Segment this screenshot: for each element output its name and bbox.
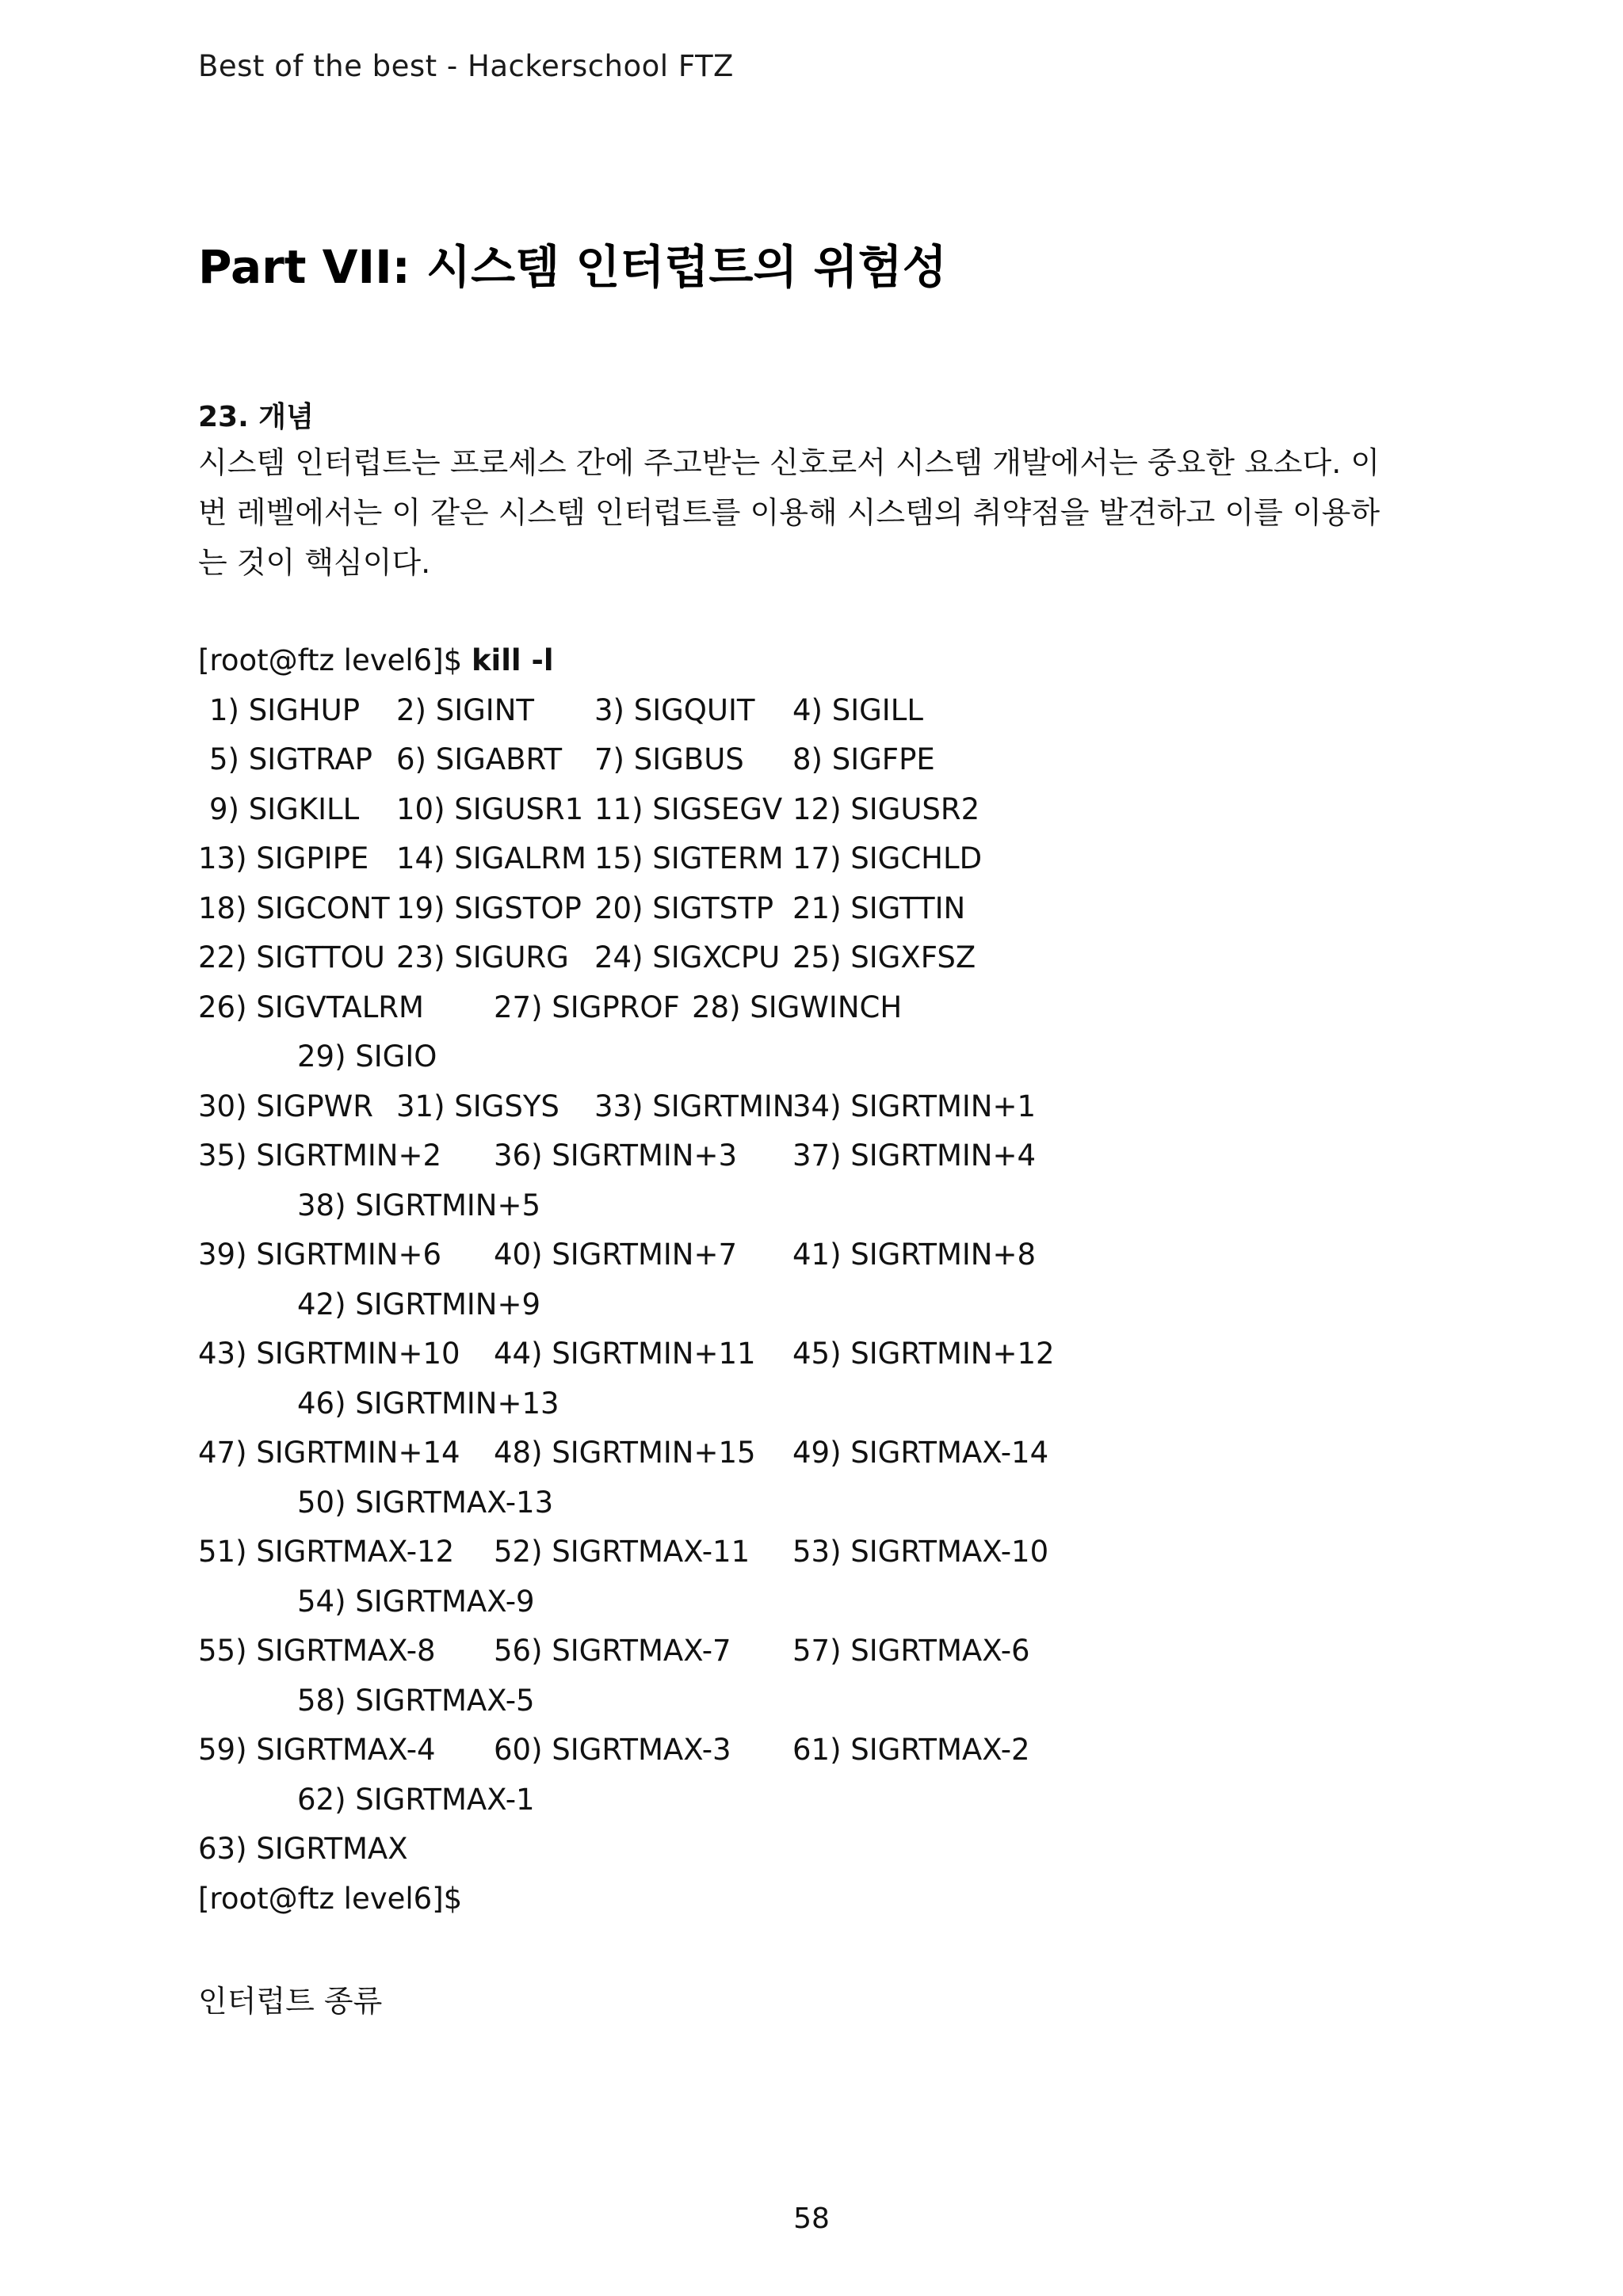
signal-row [198,1032,1466,1082]
signal-row [198,1082,1466,1132]
page-number: 58 [793,2203,830,2235]
signal-entry: 43) SIGRTMIN+10 [198,1337,460,1371]
signal-entry: 12) SIGUSR2 [792,791,980,826]
signal-entry: 35) SIGRTMIN+2 [198,1138,442,1173]
signal-entry: 4) SIGILL [792,692,923,727]
signal-entry: 13) SIGPIPE [198,841,369,875]
intro-line: 는 것이 핵심이다. [198,545,431,580]
interrupt-types-heading: 인터럽트 종류 [198,1984,383,2019]
signal-entry: 22) SIGTTOU [198,940,385,974]
signal-row [198,884,1466,934]
signal-entry: 18) SIGCONT [198,891,390,925]
signal-entry: 33) SIGRTMIN [594,1089,795,1123]
signal-entry: 27) SIGPROF [494,990,680,1024]
signal-entry: 49) SIGRTMAX-14 [792,1436,1049,1470]
signal-row [198,1577,1466,1627]
signal-entry: 10) SIGUSR1 [396,791,584,826]
signal-entry: 21) SIGTTIN [792,891,966,925]
signal-entry: 9) SIGKILL [209,791,360,826]
signal-entry: 48) SIGRTMIN+15 [494,1436,756,1470]
prompt-text: [root@ftz level6]$ [198,643,472,677]
signal-entry: 36) SIGRTMIN+3 [494,1138,738,1173]
signal-row [198,1825,1466,1875]
signal-entry: 63) SIGRTMAX [198,1832,408,1866]
end-prompt: [root@ftz level6]$ [198,1881,463,1916]
signal-entry: 50) SIGRTMAX-13 [297,1485,554,1520]
signal-entry: 56) SIGRTMAX-7 [494,1634,731,1668]
signal-row [198,1181,1466,1231]
section-heading: 23. 개념 [198,401,314,433]
signal-entry: 44) SIGRTMIN+11 [494,1337,756,1371]
signal-row [198,1726,1466,1775]
signal-row [198,1131,1466,1181]
signal-entry: 34) SIGRTMIN+1 [792,1089,1037,1123]
signal-row [198,1280,1466,1330]
signal-entry: 11) SIGSEGV [594,791,783,826]
signal-entry: 58) SIGRTMAX-5 [297,1683,535,1718]
signal-list [198,686,1466,1875]
signal-row [198,785,1466,835]
intro-line: 시스템 인터럽트는 프로세스 간에 주고받는 신호로서 시스템 개발에서는 중요한 요소다. 이 [198,445,1381,480]
signal-entry: 39) SIGRTMIN+6 [198,1238,442,1272]
signal-entry: 30) SIGPWR [198,1089,373,1123]
signal-entry: 47) SIGRTMIN+14 [198,1436,460,1470]
signal-entry: 38) SIGRTMIN+5 [297,1188,541,1222]
signal-entry: 62) SIGRTMAX-1 [297,1782,535,1817]
signal-entry: 61) SIGRTMAX-2 [792,1733,1030,1767]
signal-row [198,834,1466,884]
signal-row [198,1428,1466,1478]
signal-row [198,686,1466,736]
end-prompt-line [198,1875,1466,1924]
signal-entry: 1) SIGHUP [209,692,361,727]
signal-entry: 26) SIGVTALRM [198,990,424,1024]
signal-entry: 8) SIGFPE [792,742,935,776]
signal-entry: 25) SIGXFSZ [792,940,976,974]
signal-row [198,735,1466,785]
signal-row [198,1527,1466,1577]
signal-entry: 24) SIGXCPU [594,940,781,974]
running-header: Best of the best - Hackerschool FTZ [198,49,734,83]
signal-entry: 29) SIGIO [297,1039,437,1074]
signal-entry: 42) SIGRTMIN+9 [297,1287,541,1322]
signal-entry: 59) SIGRTMAX-4 [198,1733,436,1767]
signal-entry: 3) SIGQUIT [594,692,755,727]
signal-entry: 46) SIGRTMIN+13 [297,1386,559,1421]
signal-entry: 31) SIGSYS [396,1089,559,1123]
signal-entry: 37) SIGRTMIN+4 [792,1138,1037,1173]
signal-row [198,1478,1466,1528]
signal-row [198,1775,1466,1825]
signal-row [198,933,1466,983]
signal-row [198,1230,1466,1280]
signal-row [198,1676,1466,1726]
signal-entry: 40) SIGRTMIN+7 [494,1238,738,1272]
signal-entry: 7) SIGBUS [594,742,744,776]
shell-prompt [198,636,554,686]
signal-entry: 5) SIGTRAP [209,742,372,776]
signal-row [198,983,1466,1033]
signal-entry: 14) SIGALRM [396,841,586,875]
signal-entry: 54) SIGRTMAX-9 [297,1584,535,1619]
signal-entry: 2) SIGINT [396,692,534,727]
signal-entry: 53) SIGRTMAX-10 [792,1535,1049,1569]
signal-entry: 19) SIGSTOP [396,891,582,925]
signal-entry: 60) SIGRTMAX-3 [494,1733,731,1767]
signal-row [198,1379,1466,1429]
intro-paragraph [198,438,1434,588]
signal-entry: 45) SIGRTMIN+12 [792,1337,1055,1371]
kill-command: kill -l [471,643,554,677]
signal-row [198,1329,1466,1379]
signal-entry: 23) SIGURG [396,940,569,974]
signal-entry: 55) SIGRTMAX-8 [198,1634,436,1668]
signal-entry: 15) SIGTERM [594,841,784,875]
signal-entry: 28) SIGWINCH [692,990,903,1024]
signal-entry: 51) SIGRTMAX-12 [198,1535,455,1569]
signal-entry: 41) SIGRTMIN+8 [792,1238,1037,1272]
part-title: Part VII: 시스템 인터럽트의 위험성 [198,240,947,294]
intro-line: 번 레벨에서는 이 같은 시스템 인터럽트를 이용해 시스템의 취약점을 발견하고 이를 이용하 [198,495,1381,530]
terminal-output [198,636,1466,1924]
signal-entry: 17) SIGCHLD [792,841,983,875]
signal-row [198,1627,1466,1676]
signal-entry: 57) SIGRTMAX-6 [792,1634,1030,1668]
command-line [198,636,1466,686]
signal-entry: 6) SIGABRT [396,742,563,776]
signal-entry: 20) SIGTSTP [594,891,774,925]
signal-entry: 52) SIGRTMAX-11 [494,1535,750,1569]
